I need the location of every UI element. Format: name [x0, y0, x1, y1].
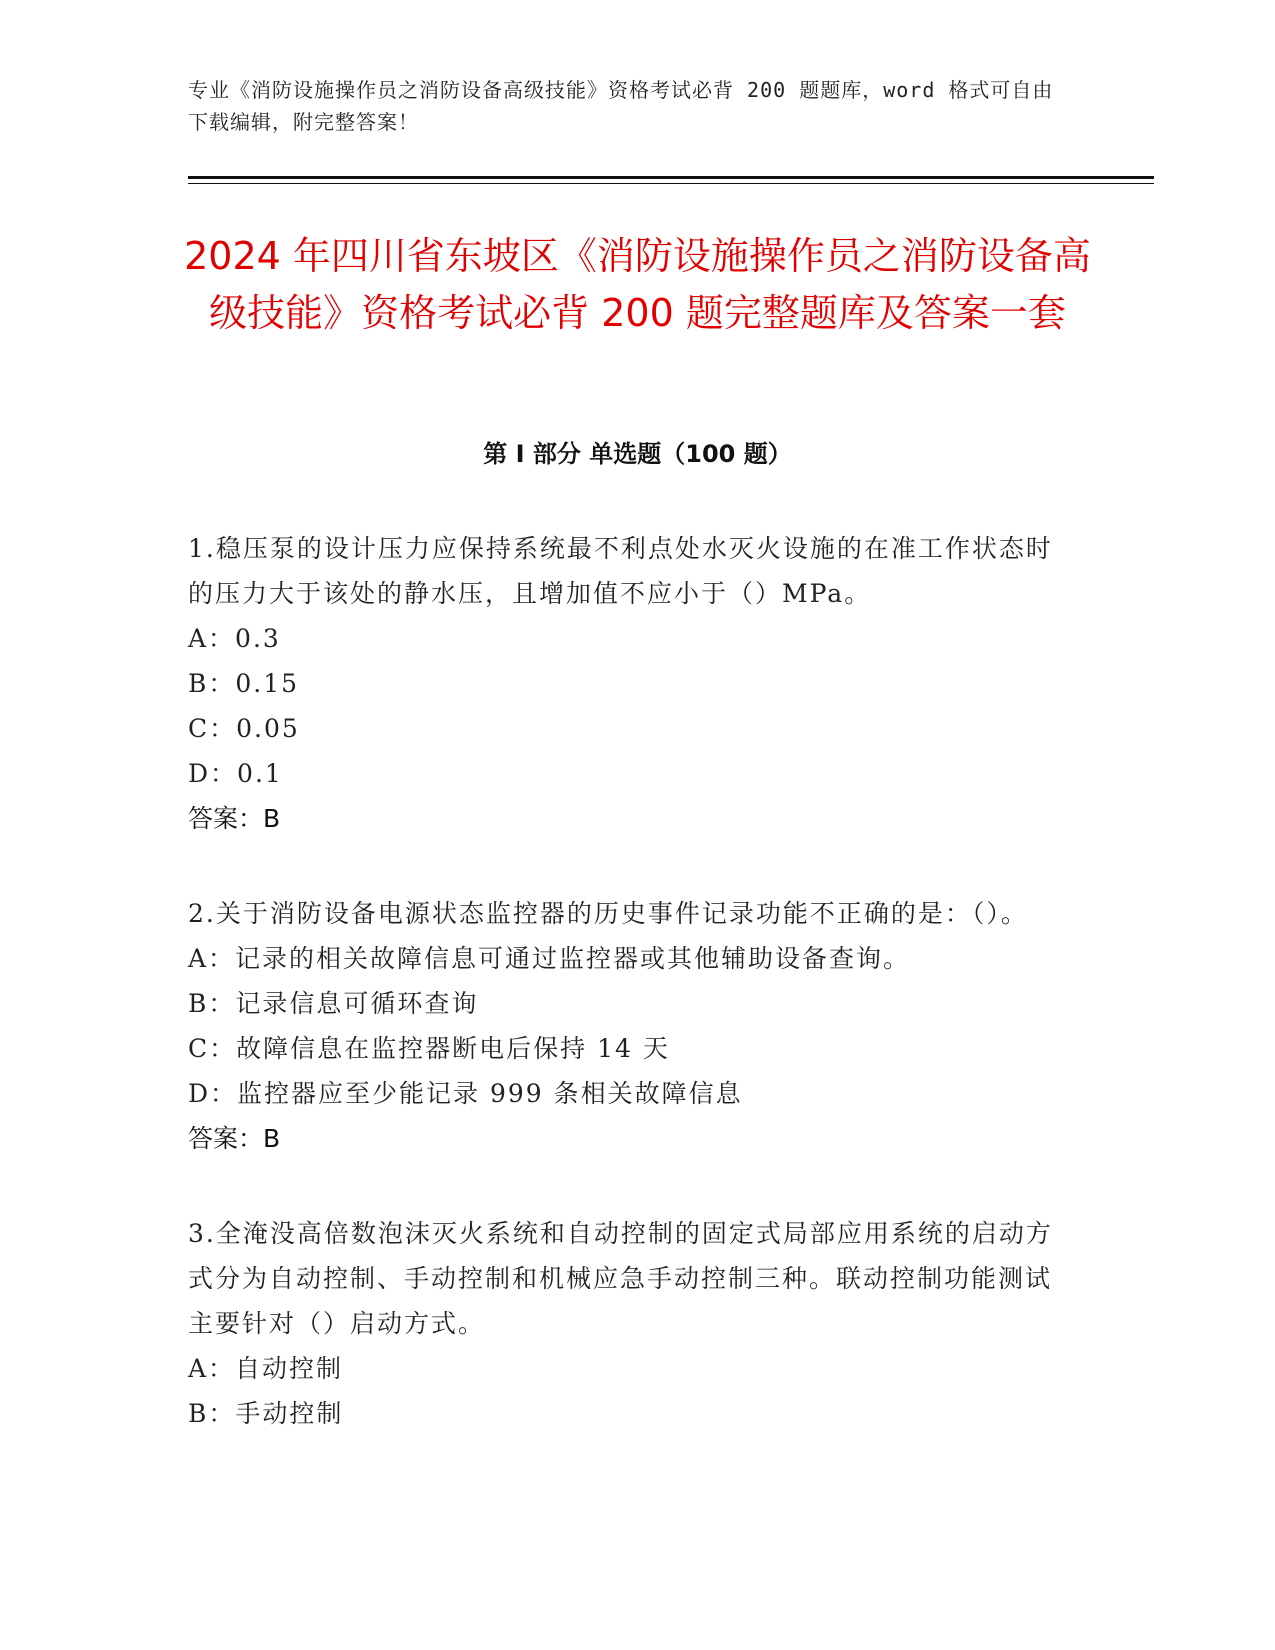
question-stem: 1.稳压泵的设计压力应保持系统最不利点处水灭火设施的在准工作状态时的压力大于该处的静水压，且增加值不应小于（）MPa。: [188, 534, 1053, 608]
header-divider-thick: [188, 176, 1154, 179]
question-list: [188, 526, 1058, 1486]
option-b: B：手动控制: [188, 1399, 344, 1428]
question-stem: 2.关于消防设备电源状态监控器的历史事件记录功能不正确的是：（）。: [188, 899, 1028, 928]
section-heading: 第 I 部分 单选题（100 题）: [483, 440, 792, 468]
option-a: A：记录的相关故障信息可通过监控器或其他辅助设备查询。: [188, 944, 911, 973]
header-divider-thin: [188, 183, 1154, 184]
option-c: C：0.05: [188, 714, 300, 743]
option-a: A：0.3: [188, 624, 281, 653]
option-b: B：0.15: [188, 669, 300, 698]
header-note: 专业《消防设施操作员之消防设备高级技能》资格考试必背 200 题题库，word 格式可自由下载编辑，附完整答案！: [188, 78, 1054, 134]
question-stem: 3.全淹没高倍数泡沫灭火系统和自动控制的固定式局部应用系统的启动方式分为自动控制、手动控制和机械应急手动控制三种。联动控制功能测试主要针对（）启动方式。: [188, 1219, 1053, 1338]
question-2: [188, 891, 1058, 1161]
option-c: C：故障信息在监控器断电后保持 14 天: [188, 1034, 670, 1063]
question-3: [188, 1211, 1058, 1436]
option-d: D：监控器应至少能记录 999 条相关故障信息: [188, 1079, 743, 1108]
question-1: [188, 526, 1058, 841]
document-title: 2024 年四川省东坡区《消防设施操作员之消防设备高级技能》资格考试必背 200 题完整题库及答案一套: [184, 234, 1091, 335]
option-a: A：自动控制: [188, 1354, 344, 1383]
answer: 答案：B: [188, 804, 281, 833]
option-b: B：记录信息可循环查询: [188, 989, 479, 1018]
option-d: D：0.1: [188, 759, 283, 788]
answer: 答案：B: [188, 1124, 281, 1153]
